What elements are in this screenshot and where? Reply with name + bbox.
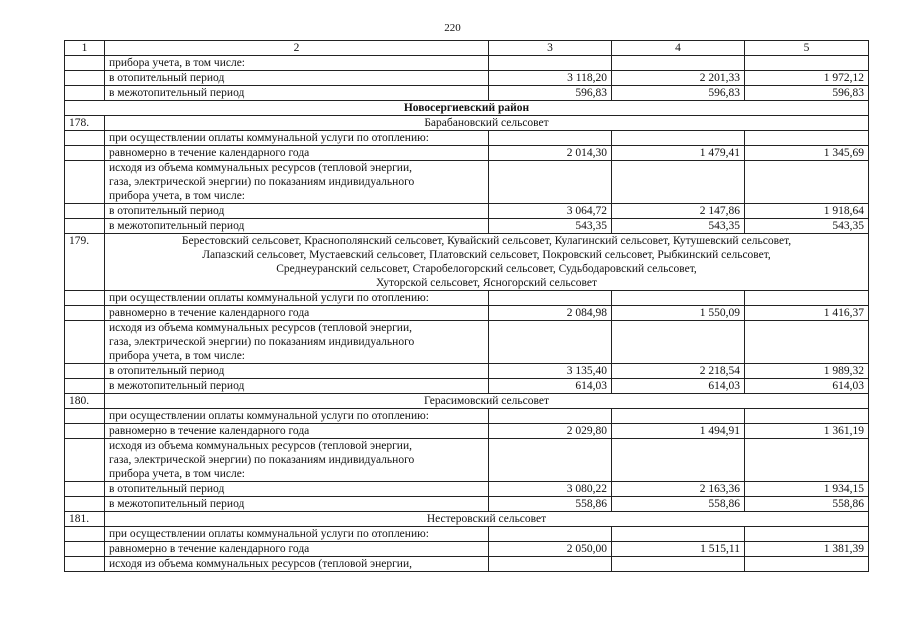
value-col-3 — [489, 557, 612, 572]
row-description: в межотопительный период — [105, 86, 489, 101]
row-number — [65, 321, 105, 364]
row-description: равномерно в течение календарного года — [105, 306, 489, 321]
value-col-3: 2 029,80 — [489, 424, 612, 439]
section-title-line: Хуторской сельсовет, Ясногорский сельсовет — [375, 277, 598, 289]
section-title: Герасимовский сельсовет — [105, 394, 869, 409]
row-description — [105, 161, 489, 204]
value-col-4: 614,03 — [612, 379, 745, 394]
table-row — [65, 527, 869, 542]
row-description: равномерно в течение календарного года — [105, 146, 489, 161]
row-description: равномерно в течение календарного года — [105, 542, 489, 557]
row-description — [105, 439, 489, 482]
value-col-3: 596,83 — [489, 86, 612, 101]
value-col-3: 3 135,40 — [489, 364, 612, 379]
value-col-3 — [489, 161, 612, 204]
section-row — [65, 394, 869, 409]
row-number — [65, 131, 105, 146]
row-description: при осуществлении оплаты коммунальной услуги по отоплению: — [105, 291, 489, 306]
value-col-3 — [489, 439, 612, 482]
row-number — [65, 439, 105, 482]
row-number — [65, 204, 105, 219]
section-title-line: Среднеуранский сельсовет, Старобелогорский сельсовет, Судьбодаровский сельсовет, — [276, 263, 697, 275]
row-description: в отопительный период — [105, 482, 489, 497]
value-col-5: 1 989,32 — [745, 364, 869, 379]
header-cell-4: 4 — [612, 41, 745, 56]
section-row — [65, 234, 869, 291]
value-col-5: 596,83 — [745, 86, 869, 101]
value-col-4 — [612, 409, 745, 424]
section-number: 181. — [65, 512, 105, 527]
value-col-4: 1 550,09 — [612, 306, 745, 321]
section-number: 179. — [65, 234, 105, 291]
table-row — [65, 482, 869, 497]
value-col-4 — [612, 291, 745, 306]
row-number — [65, 364, 105, 379]
row-description: в межотопительный период — [105, 497, 489, 512]
value-col-5 — [745, 56, 869, 71]
table-row — [65, 146, 869, 161]
tariff-table — [64, 40, 869, 572]
table-row — [65, 161, 869, 204]
table-row — [65, 306, 869, 321]
value-col-4: 2 218,54 — [612, 364, 745, 379]
value-col-3: 3 064,72 — [489, 204, 612, 219]
value-col-4: 2 147,86 — [612, 204, 745, 219]
value-col-4 — [612, 557, 745, 572]
value-col-3: 2 084,98 — [489, 306, 612, 321]
row-number — [65, 306, 105, 321]
row-description: в отопительный период — [105, 71, 489, 86]
value-col-3: 2 050,00 — [489, 542, 612, 557]
value-col-4: 1 479,41 — [612, 146, 745, 161]
row-number — [65, 161, 105, 204]
value-col-4: 558,86 — [612, 497, 745, 512]
row-number — [65, 219, 105, 234]
page-number: 220 — [444, 22, 461, 34]
section-title: Нестеровский сельсовет — [105, 512, 869, 527]
value-col-5: 558,86 — [745, 497, 869, 512]
table-row — [65, 497, 869, 512]
row-description-line: газа, электрической энергии) по показаниям индивидуального — [109, 336, 415, 348]
value-col-3: 3 118,20 — [489, 71, 612, 86]
district-title: Новосергиевский район — [65, 101, 869, 116]
table-row — [65, 56, 869, 71]
row-description: при осуществлении оплаты коммунальной услуги по отоплению: — [105, 527, 489, 542]
section-number: 178. — [65, 116, 105, 131]
value-col-5 — [745, 161, 869, 204]
row-number — [65, 56, 105, 71]
value-col-3: 3 080,22 — [489, 482, 612, 497]
table-header-row — [65, 41, 869, 56]
row-description-line: исходя из объема коммунальных ресурсов (тепловой энергии, — [109, 322, 412, 334]
value-col-5 — [745, 409, 869, 424]
row-description-line: газа, электрической энергии) по показаниям индивидуального — [109, 454, 415, 466]
row-number — [65, 409, 105, 424]
row-description: исходя из объема коммунальных ресурсов (тепловой энергии, — [105, 557, 489, 572]
value-col-5 — [745, 131, 869, 146]
section-title: Барабановский сельсовет — [105, 116, 869, 131]
row-description-line: прибора учета, в том числе: — [109, 468, 245, 480]
row-description — [105, 321, 489, 364]
value-col-4: 2 163,36 — [612, 482, 745, 497]
table-row — [65, 542, 869, 557]
value-col-3: 543,35 — [489, 219, 612, 234]
section-number: 180. — [65, 394, 105, 409]
value-col-5: 1 345,69 — [745, 146, 869, 161]
table-row — [65, 379, 869, 394]
row-number — [65, 379, 105, 394]
value-col-3 — [489, 409, 612, 424]
row-number — [65, 291, 105, 306]
row-description: в межотопительный период — [105, 219, 489, 234]
row-description: прибора учета, в том числе: — [105, 56, 489, 71]
header-cell-1: 1 — [65, 41, 105, 56]
table-row — [65, 409, 869, 424]
value-col-4 — [612, 527, 745, 542]
value-col-5: 1 918,64 — [745, 204, 869, 219]
row-description-line: исходя из объема коммунальных ресурсов (тепловой энергии, — [109, 162, 412, 174]
value-col-3 — [489, 56, 612, 71]
table-row — [65, 219, 869, 234]
row-number — [65, 424, 105, 439]
row-description-line: прибора учета, в том числе: — [109, 190, 245, 202]
row-number — [65, 527, 105, 542]
table-row — [65, 291, 869, 306]
value-col-3 — [489, 527, 612, 542]
row-description: в отопительный период — [105, 364, 489, 379]
district-row — [65, 101, 869, 116]
row-number — [65, 146, 105, 161]
row-number — [65, 542, 105, 557]
value-col-3: 2 014,30 — [489, 146, 612, 161]
table-row — [65, 557, 869, 572]
header-cell-5: 5 — [745, 41, 869, 56]
section-title-line: Берестовский сельсовет, Краснополянский сельсовет, Кувайский сельсовет, Кулагинский сельсовет, Кутушевский сельсовет, — [181, 235, 792, 247]
row-description: при осуществлении оплаты коммунальной услуги по отоплению: — [105, 131, 489, 146]
table-row — [65, 204, 869, 219]
value-col-4: 2 201,33 — [612, 71, 745, 86]
value-col-4 — [612, 56, 745, 71]
value-col-4: 543,35 — [612, 219, 745, 234]
table-row — [65, 71, 869, 86]
value-col-4: 1 515,11 — [612, 542, 745, 557]
value-col-4 — [612, 321, 745, 364]
row-number — [65, 557, 105, 572]
value-col-4 — [612, 439, 745, 482]
value-col-5 — [745, 527, 869, 542]
row-description: в межотопительный период — [105, 379, 489, 394]
row-description: равномерно в течение календарного года — [105, 424, 489, 439]
row-description-line: прибора учета, в том числе: — [109, 350, 245, 362]
table-row — [65, 364, 869, 379]
row-description-line: исходя из объема коммунальных ресурсов (тепловой энергии, — [109, 440, 412, 452]
value-col-5: 1 381,39 — [745, 542, 869, 557]
value-col-4: 1 494,91 — [612, 424, 745, 439]
value-col-3 — [489, 321, 612, 364]
row-description: в отопительный период — [105, 204, 489, 219]
value-col-4: 596,83 — [612, 86, 745, 101]
value-col-4 — [612, 161, 745, 204]
value-col-5: 614,03 — [745, 379, 869, 394]
value-col-5: 543,35 — [745, 219, 869, 234]
section-row — [65, 116, 869, 131]
value-col-5: 1 934,15 — [745, 482, 869, 497]
header-cell-2: 2 — [105, 41, 489, 56]
value-col-5 — [745, 321, 869, 364]
header-cell-3: 3 — [489, 41, 612, 56]
section-row — [65, 512, 869, 527]
value-col-3 — [489, 291, 612, 306]
value-col-4 — [612, 131, 745, 146]
row-number — [65, 497, 105, 512]
section-title — [105, 234, 869, 291]
value-col-5 — [745, 439, 869, 482]
value-col-3: 614,03 — [489, 379, 612, 394]
row-description: при осуществлении оплаты коммунальной услуги по отоплению: — [105, 409, 489, 424]
value-col-5: 1 972,12 — [745, 71, 869, 86]
table-row — [65, 439, 869, 482]
table-row — [65, 321, 869, 364]
row-number — [65, 482, 105, 497]
value-col-5 — [745, 291, 869, 306]
row-number — [65, 86, 105, 101]
table-row — [65, 86, 869, 101]
value-col-5: 1 361,19 — [745, 424, 869, 439]
section-title-line: Лапазский сельсовет, Мустаевский сельсовет, Платовский сельсовет, Покровский сельсовет, Рыбкинский сельсовет, — [202, 249, 771, 261]
table-row — [65, 424, 869, 439]
row-description-line: газа, электрической энергии) по показаниям индивидуального — [109, 176, 415, 188]
value-col-5: 1 416,37 — [745, 306, 869, 321]
value-col-3: 558,86 — [489, 497, 612, 512]
row-number — [65, 71, 105, 86]
value-col-3 — [489, 131, 612, 146]
value-col-5 — [745, 557, 869, 572]
table-row — [65, 131, 869, 146]
